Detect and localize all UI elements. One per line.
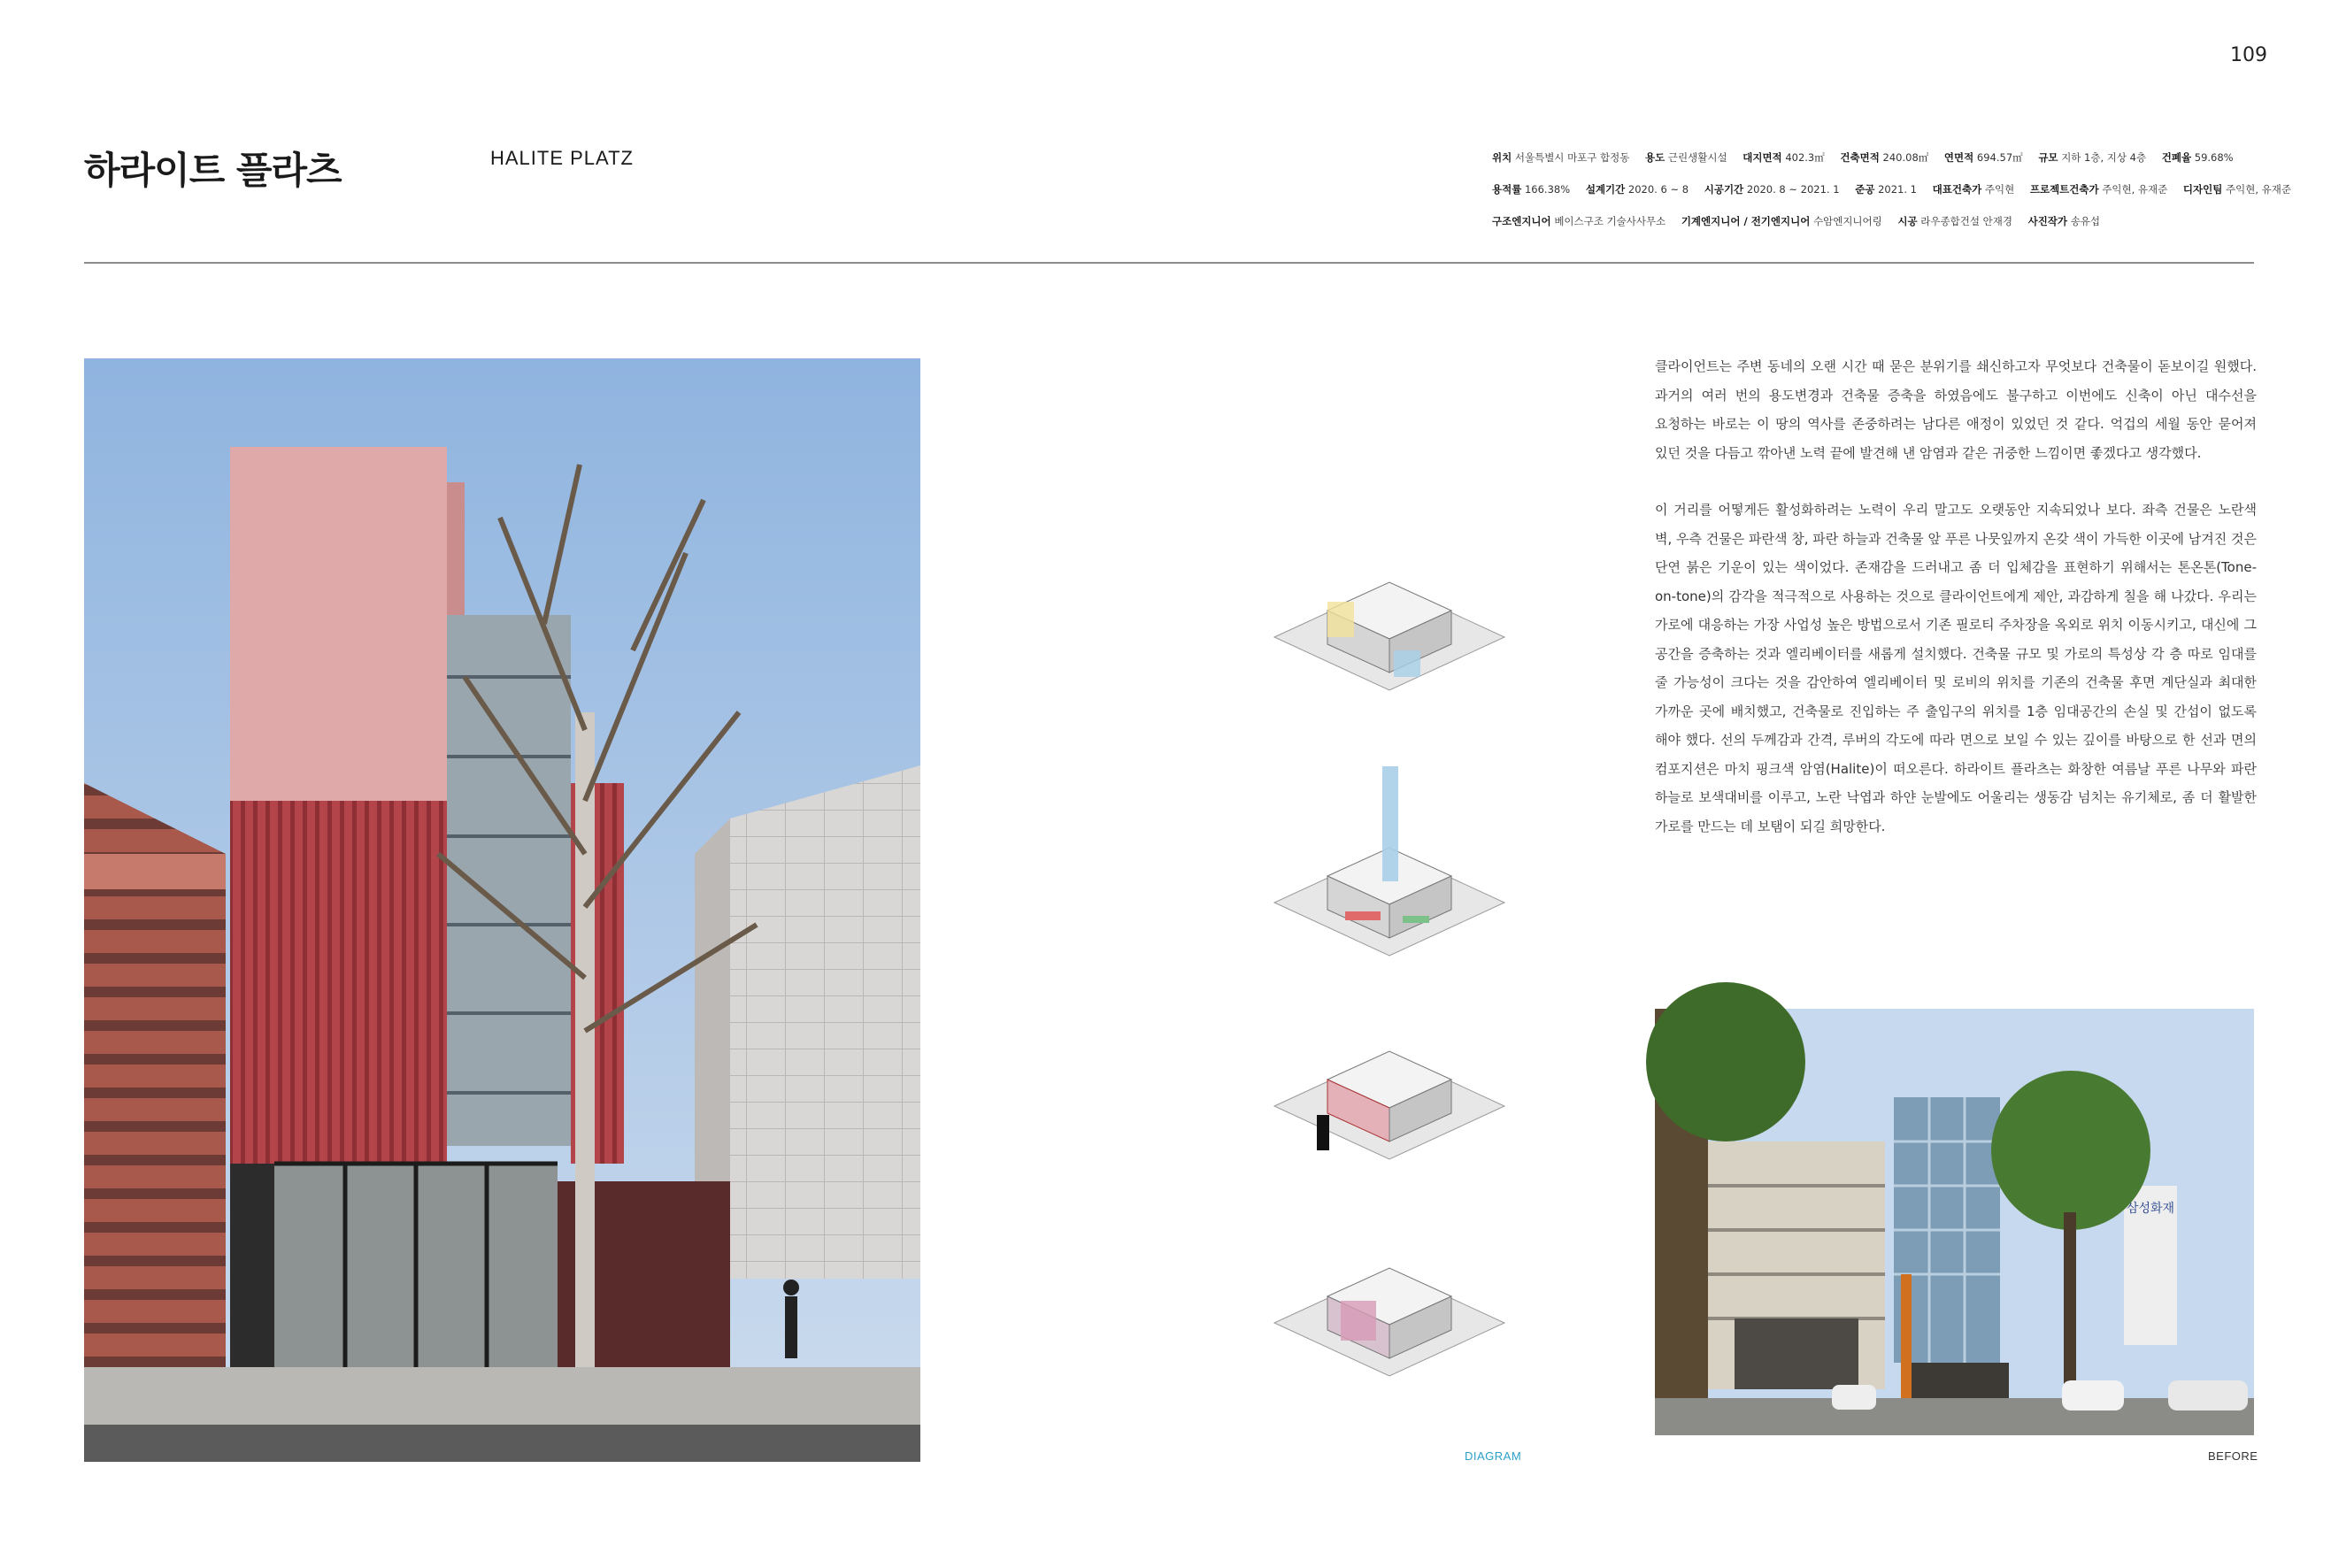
red-louver-facade bbox=[230, 801, 447, 1164]
page-subtitle: HALITE PLATZ bbox=[490, 147, 634, 169]
article-body bbox=[1655, 352, 2257, 869]
credit-value: 166.38% bbox=[1524, 183, 1571, 196]
credit-value: 59.68% bbox=[2194, 151, 2234, 164]
before-photo bbox=[1655, 1009, 2254, 1435]
credit-value: 2021. 1 bbox=[1878, 183, 1918, 196]
credit-value: 2020. 6 ~ 8 bbox=[1627, 183, 1689, 196]
page-number: 109 bbox=[2230, 44, 2267, 66]
before-caption: BEFORE bbox=[2208, 1449, 2258, 1463]
credit-label: 준공 bbox=[1855, 183, 1875, 196]
credit-value: 240.08㎡ bbox=[1882, 151, 1929, 164]
credit-label: 규모 bbox=[2038, 151, 2058, 164]
credit-label: 대표건축가 bbox=[1932, 183, 1982, 196]
credit-value: 라우종합건설 안재경 bbox=[1920, 215, 2012, 227]
axonometric-diagram-1 bbox=[1274, 549, 1504, 699]
page-title: 하라이트 플라츠 bbox=[84, 149, 342, 192]
credit-label: 위치 bbox=[1492, 151, 1512, 164]
credit-label: 시공기간 bbox=[1704, 183, 1744, 196]
credit-label: 기계엔지니어 / 전기엔지니어 bbox=[1681, 215, 1811, 227]
diagram-caption: DIAGRAM bbox=[1465, 1449, 1522, 1463]
axonometric-diagram-4 bbox=[1274, 1234, 1504, 1385]
credit-value: 2020. 8 ~ 2021. 1 bbox=[1746, 183, 1840, 196]
credit-label: 건축면적 bbox=[1840, 151, 1880, 164]
body-paragraph: 이 거리를 어떻게든 활성화하려는 노력이 우리 말고도 오랫동안 지속되었나 보다. 좌측 건물은 노란색 벽, 우측 건물은 파란색 창, 파란 하늘과 건축물 앞 푸른 나뭇잎까지 온갖 색이 가득한 이곳에 남겨진 것은 단연 붉은 기운이 있는 색이었다. 존재감을 드러내고 좀 더 입체감을 표현하기 위해서는 톤온톤(Tone-on-tone)의 감각을 적극적으로 사용하는 것으로 클라이언트에게 제안, 과감하게 칠을 해 나갔다. 우리는 가로에 대응하는 가장 사업성 높은 방법으로서 기존 필로티 주차장을 옥외로 위치 이동시키고, 대신에 그 공간을 증축하는 것과 엘리베이터를 새롭게 설치했다. 건축물 규모 및 가로의 특성상 각 층 따로 임대를 줄 가능성이 크다는 것을 감안하여 엘리베이터 및 로비의 위치를 기존의 건축물 후면 계단실과 최대한 가까운 곳에 배치했고, 건축물로 진입하는 주 출입구의 위치를 1층 임대공간의 손실 및 간섭이 없도록 해야 했다. 선의 두께감과 간격, 루버의 각도에 따라 면으로 보일 수 있는 깊이를 바탕으로 한 선과 면의 컴포지션은 마치 핑크색 암염(Halite)이 떠오른다. 하라이트 플라츠는 화창한 여름날 푸른 나무와 파란 하늘로 보색대비를 이루고, 노란 낙엽과 하얀 눈발에도 어울리는 생동감 넘치는 유기체로, 좀 더 활발한 가로를 만드는 데 보탬이 되길 희망한다. bbox=[1655, 502, 2257, 834]
credit-label: 사진작가 bbox=[2027, 215, 2068, 227]
credit-value: 694.57㎡ bbox=[1976, 151, 2023, 164]
axonometric-diagram-2 bbox=[1274, 761, 1504, 973]
credit-label: 연면적 bbox=[1943, 151, 1974, 164]
credit-value: 지하 1층, 지상 4층 bbox=[2061, 151, 2147, 164]
body-paragraph: 클라이언트는 주변 동네의 오랜 시간 때 묻은 분위기를 쇄신하고자 무엇보다 건축물이 돋보이길 원했다. 과거의 여러 번의 용도변경과 건축물 증축을 하였음에도 불구하고 이번에도 신축이 아닌 대수선을 요청하는 바로는 이 땅의 역사를 존중하려는 남다른 애정이 있었던 것 같다. 억겁의 세월 동안 묻어져 있던 것을 다듬고 깎아낸 노력 끝에 발견해 낸 암염과 같은 귀중한 느낌이면 좋겠다고 생각했다. bbox=[1655, 358, 2257, 461]
project-credits bbox=[1492, 142, 2291, 237]
credit-value: 주익현, 유재준 bbox=[2226, 183, 2291, 196]
credit-label: 대지면적 bbox=[1742, 151, 1782, 164]
credits-line-1 bbox=[1492, 142, 2271, 173]
credit-label: 시공 bbox=[1897, 215, 1918, 227]
before-photo-sign: 삼성화재 bbox=[2126, 1202, 2175, 1216]
credit-label: 프로젝트건축가 bbox=[2029, 183, 2099, 196]
credit-value: 402.3㎡ bbox=[1785, 151, 1825, 164]
credit-label: 용적률 bbox=[1492, 183, 1522, 196]
credit-label: 설계기간 bbox=[1585, 183, 1626, 196]
credit-label: 구조엔지니어 bbox=[1492, 215, 1551, 227]
credit-value: 근린생활시설 bbox=[1667, 151, 1727, 164]
credit-value: 주익현, 유재준 bbox=[2102, 183, 2168, 196]
credits-line-2 bbox=[1492, 173, 2291, 205]
credit-label: 디자인팀 bbox=[2182, 183, 2223, 196]
header-divider bbox=[84, 262, 2254, 264]
credit-value: 주익현 bbox=[1984, 183, 2015, 196]
axonometric-diagram-3 bbox=[1274, 1018, 1504, 1168]
credit-value: 베이스구조 기술사사무소 bbox=[1554, 215, 1666, 227]
main-building-photo bbox=[84, 358, 920, 1462]
credits-line-3 bbox=[1492, 205, 2271, 237]
credit-value: 서울특별시 마포구 합정동 bbox=[1514, 151, 1630, 164]
credit-value: 수암엔지니어링 bbox=[1813, 215, 1882, 227]
credit-label: 용도 bbox=[1645, 151, 1666, 164]
credit-value: 송유섭 bbox=[2070, 215, 2101, 227]
credit-label: 건폐율 bbox=[2161, 151, 2192, 164]
